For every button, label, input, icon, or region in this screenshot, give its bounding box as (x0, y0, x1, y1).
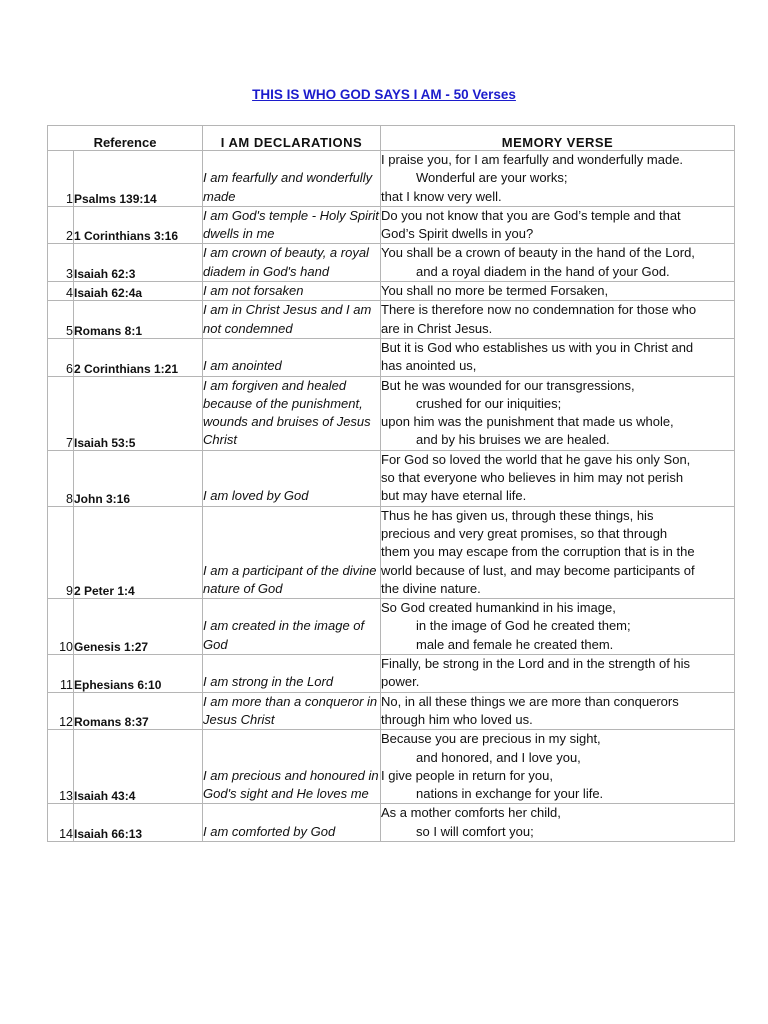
memory-verse (381, 376, 735, 450)
verse-line: and a royal diadem in the hand of your God. (416, 263, 670, 279)
verse-reference: 2 Corinthians 1:21 (74, 338, 203, 376)
verse-line: nations in exchange for your life. (416, 786, 604, 802)
verse-reference: 1 Corinthians 3:16 (74, 206, 203, 244)
verse-line: that I know very well. (381, 188, 502, 204)
verse-reference: Isaiah 62:4a (74, 282, 203, 301)
verse-line: There is therefore now no condemnation for those who (381, 302, 697, 318)
row-number: 11 (48, 655, 74, 693)
table-row (48, 151, 735, 207)
verse-line: I give people in return for you, (381, 767, 553, 783)
verse-line: through him who loved us. (381, 711, 533, 727)
verse-reference: Romans 8:1 (74, 301, 203, 339)
verse-reference: Isaiah 43:4 (74, 730, 203, 804)
memory-verse (381, 655, 735, 693)
table-row (48, 804, 735, 842)
page-title: THIS IS WHO GOD SAYS I AM - 50 Verses (252, 87, 516, 102)
table-row (48, 301, 735, 339)
declaration: I am more than a conqueror in Jesus Christ (203, 692, 381, 730)
verse-line: Thus he has given us, through these things, his (381, 507, 654, 523)
verse-line: As a mother comforts her child, (381, 805, 561, 821)
memory-verse (381, 804, 735, 842)
verse-line: male and female he created them. (416, 636, 614, 652)
table-row (48, 338, 735, 376)
verse-line: I praise you, for I am fearfully and wonderfully made. (381, 152, 684, 167)
declaration: I am loved by God (203, 450, 381, 506)
memory-verse (381, 692, 735, 730)
row-number: 7 (48, 376, 74, 450)
verse-line: them you may escape from the corruption that is in the (381, 544, 695, 560)
row-number: 12 (48, 692, 74, 730)
declaration: I am comforted by God (203, 804, 381, 842)
verse-reference: Psalms 139:14 (74, 151, 203, 207)
verse-reference: Isaiah 53:5 (74, 376, 203, 450)
verse-line: Finally, be strong in the Lord and in the strength of his (381, 656, 691, 672)
declaration: I am not forsaken (203, 282, 381, 301)
declaration: I am anointed (203, 338, 381, 376)
memory-verse (381, 450, 735, 506)
verses-table (47, 125, 735, 842)
declaration: I am God's temple - Holy Spirit dwells in me (203, 206, 381, 244)
verse-reference: 2 Peter 1:4 (74, 506, 203, 598)
verse-line: world because of lust, and may become participants of (381, 562, 695, 578)
declaration: I am fearfully and wonderfully made (203, 151, 381, 207)
verse-line: No, in all these things we are more than conquerors (381, 693, 679, 709)
declaration: I am strong in the Lord (203, 655, 381, 693)
declaration: I am created in the image of God (203, 599, 381, 655)
verse-line: crushed for our iniquities; (416, 395, 562, 411)
verse-reference: Isaiah 66:13 (74, 804, 203, 842)
row-number: 3 (48, 244, 74, 282)
memory-verse (381, 338, 735, 376)
memory-verse (381, 730, 735, 804)
declaration: I am in Christ Jesus and I am not condemned (203, 301, 381, 339)
verse-line: For God so loved the world that he gave his only Son, (381, 451, 691, 467)
verse-line: You shall no more be termed Forsaken, (381, 283, 609, 299)
table-body (48, 151, 735, 842)
row-number: 14 (48, 804, 74, 842)
declaration: I am a participant of the divine nature of God (203, 506, 381, 598)
memory-verse (381, 506, 735, 598)
row-number: 6 (48, 338, 74, 376)
table-row (48, 599, 735, 655)
table-row (48, 655, 735, 693)
verse-line: has anointed us, (381, 358, 477, 374)
verse-reference: Genesis 1:27 (74, 599, 203, 655)
header-declarations: I AM DECLARATIONS (203, 126, 381, 151)
verse-reference: Isaiah 62:3 (74, 244, 203, 282)
verse-line: So God created humankind in his image, (381, 600, 616, 616)
verse-line: so that everyone who believes in him may not perish (381, 470, 684, 486)
table-row (48, 244, 735, 282)
memory-verse (381, 151, 735, 207)
verse-line: so I will comfort you; (416, 823, 534, 839)
verse-line: God’s Spirit dwells in you? (381, 226, 534, 242)
verse-line: are in Christ Jesus. (381, 320, 493, 336)
verse-line: But it is God who establishes us with you in Christ and (381, 339, 694, 355)
verse-line: and by his bruises we are healed. (416, 432, 610, 448)
verse-line: You shall be a crown of beauty in the hand of the Lord, (381, 245, 695, 261)
verse-line: but may have eternal life. (381, 488, 527, 504)
table-header-row (48, 126, 735, 151)
declaration: I am crown of beauty, a royal diadem in God's hand (203, 244, 381, 282)
header-memory-verse: MEMORY VERSE (381, 126, 735, 151)
verse-line: power. (381, 674, 420, 690)
verse-line: Because you are precious in my sight, (381, 731, 601, 747)
row-number: 4 (48, 282, 74, 301)
declaration: I am forgiven and healed because of the punishment, wounds and bruises of Jesus Christ (203, 376, 381, 450)
verse-line: precious and very great promises, so that through (381, 525, 668, 541)
verse-reference: John 3:16 (74, 450, 203, 506)
row-number: 13 (48, 730, 74, 804)
verse-line: Wonderful are your works; (416, 170, 568, 186)
verse-line: Do you not know that you are God’s temple and that (381, 207, 681, 223)
verse-line: and honored, and I love you, (416, 749, 581, 765)
table-row (48, 730, 735, 804)
table-row (48, 376, 735, 450)
row-number: 1 (48, 151, 74, 207)
verse-reference: Romans 8:37 (74, 692, 203, 730)
row-number: 8 (48, 450, 74, 506)
verse-line: But he was wounded for our transgressions, (381, 377, 635, 393)
memory-verse (381, 206, 735, 244)
verse-line: the divine nature. (381, 580, 481, 596)
verse-line: upon him was the punishment that made us whole, (381, 414, 674, 430)
memory-verse (381, 599, 735, 655)
table-row (48, 450, 735, 506)
table-row (48, 282, 735, 301)
memory-verse (381, 244, 735, 282)
row-number: 5 (48, 301, 74, 339)
memory-verse (381, 282, 735, 301)
memory-verse (381, 301, 735, 339)
verse-line: in the image of God he created them; (416, 618, 631, 634)
row-number: 10 (48, 599, 74, 655)
table-row (48, 506, 735, 598)
row-number: 2 (48, 206, 74, 244)
row-number: 9 (48, 506, 74, 598)
header-reference: Reference (48, 126, 203, 151)
verse-reference: Ephesians 6:10 (74, 655, 203, 693)
table-row (48, 692, 735, 730)
declaration: I am precious and honoured in God's sight and He loves me (203, 730, 381, 804)
table-row (48, 206, 735, 244)
